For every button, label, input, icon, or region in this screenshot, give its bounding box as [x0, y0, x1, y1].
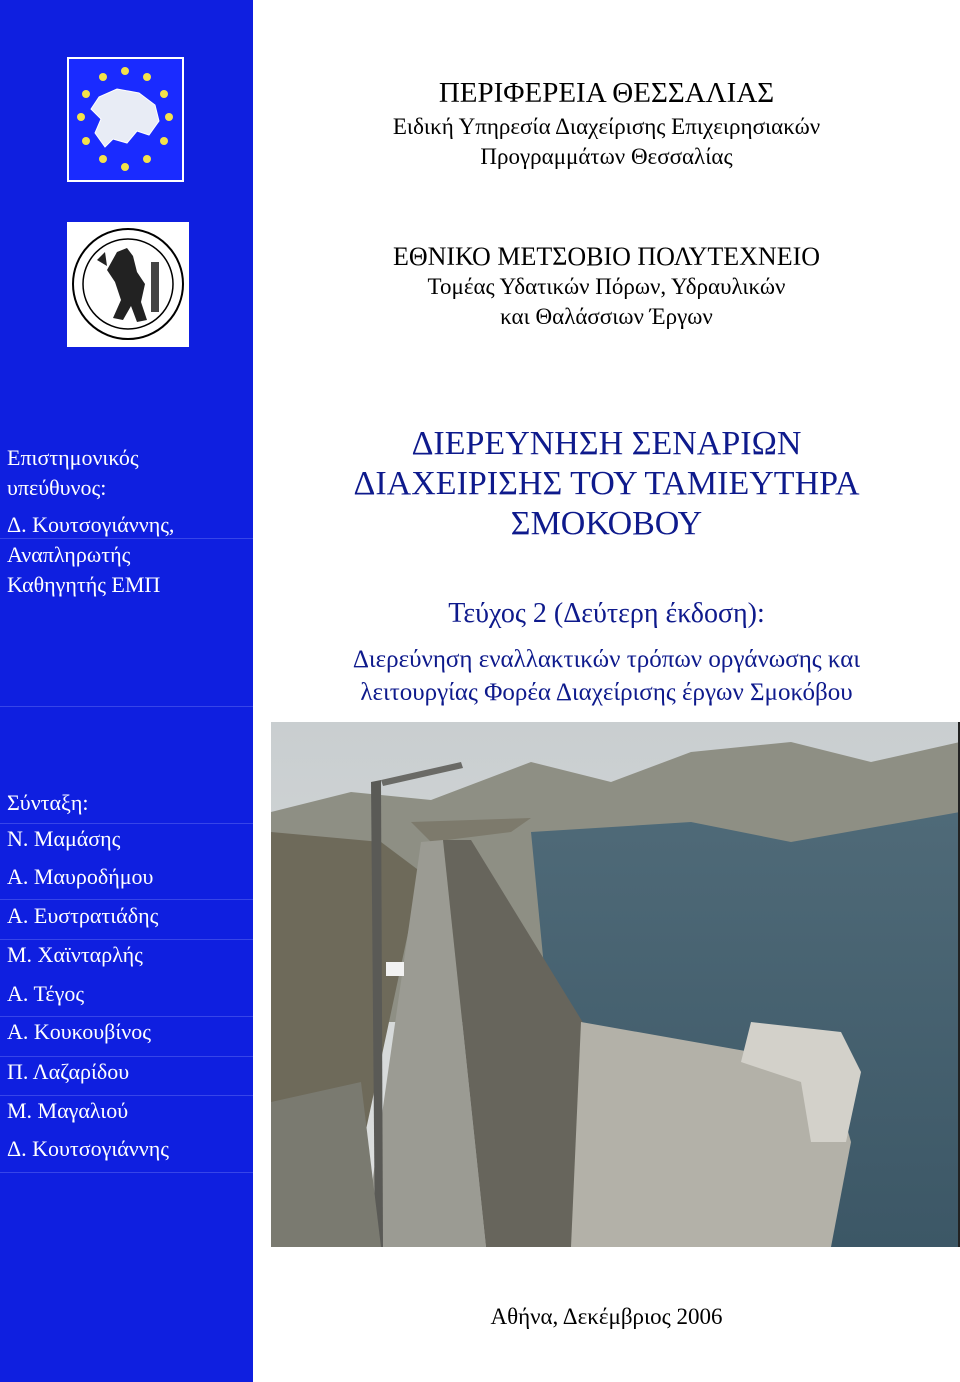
report-title-line2: ΔΙΑΧΕΙΡΙΣΗΣ ΤΟΥ ΤΑΜΙΕΥΤΗΡΑ	[353, 465, 860, 502]
region-title: ΠΕΡΙΦΕΡΕΙΑ ΘΕΣΣΑΛΙΑΣ	[438, 77, 775, 109]
author-item: Α. Μαυροδήμου	[7, 864, 154, 889]
issue-description-cont: λειτουργίας Φορέα Διαχείρισης έργων Σμοκόβου	[360, 679, 853, 706]
sidebar	[0, 0, 253, 1382]
issue-description: Διερεύνηση εναλλακτικών τρόπων οργάνωσης και	[352, 646, 861, 673]
publication-date: Αθήνα, Δεκέμβριος 2006	[490, 1304, 723, 1329]
author-item: Α. Κουκουβίνος	[7, 1019, 151, 1044]
divider	[0, 1172, 253, 1173]
thessaly-region-logo-icon	[67, 57, 184, 182]
supervisor-name: Δ. Κουτσογιάννης,	[7, 512, 175, 537]
supervisor-label: Επιστημονικός	[7, 445, 139, 470]
issue-label: Τεύχος 2 (Δεύτερη έκδοση):	[448, 598, 765, 629]
dam-photo	[271, 722, 960, 1247]
authors-label: Σύνταξη:	[7, 790, 89, 815]
supervisor-title-cont: Καθηγητής ΕΜΠ	[7, 572, 161, 597]
author-item: Δ. Κουτσογιάννης	[7, 1136, 169, 1161]
university-title: ΕΘΝΙΚΟ ΜΕΤΣΟΒΙΟ ΠΟΛΥΤΕΧΝΕΙΟ	[392, 242, 821, 271]
author-item: Π. Λαζαρίδου	[7, 1059, 130, 1084]
author-item: Α. Ευστρατιάδης	[7, 903, 159, 928]
divider	[0, 899, 253, 900]
author-item: Μ. Χαϊνταρλής	[7, 942, 143, 967]
university-dept-cont: και Θαλάσσιων Έργων	[500, 304, 713, 329]
author-item: Μ. Μαγαλιού	[7, 1098, 129, 1123]
author-item: Ν. Μαμάσης	[7, 826, 121, 851]
ntua-logo-icon	[67, 222, 189, 347]
divider	[0, 706, 253, 707]
report-title: ΔΙΕΡΕΥΝΗΣΗ ΣΕΝΑΡΙΩΝ	[411, 425, 802, 462]
report-title-line3: ΣΜΟΚΟΒΟΥ	[510, 505, 703, 542]
supervisor-title: Αναπληρωτής	[7, 542, 131, 567]
author-item: Α. Τέγος	[7, 981, 85, 1006]
region-subtitle-cont: Προγραμμάτων Θεσσαλίας	[480, 144, 733, 169]
region-subtitle: Ειδική Υπηρεσία Διαχείρισης Επιχειρησιακών	[392, 114, 821, 139]
university-dept: Τομέας Υδατικών Πόρων, Υδραυλικών	[427, 274, 786, 299]
supervisor-label-cont: υπεύθυνος:	[7, 475, 107, 500]
